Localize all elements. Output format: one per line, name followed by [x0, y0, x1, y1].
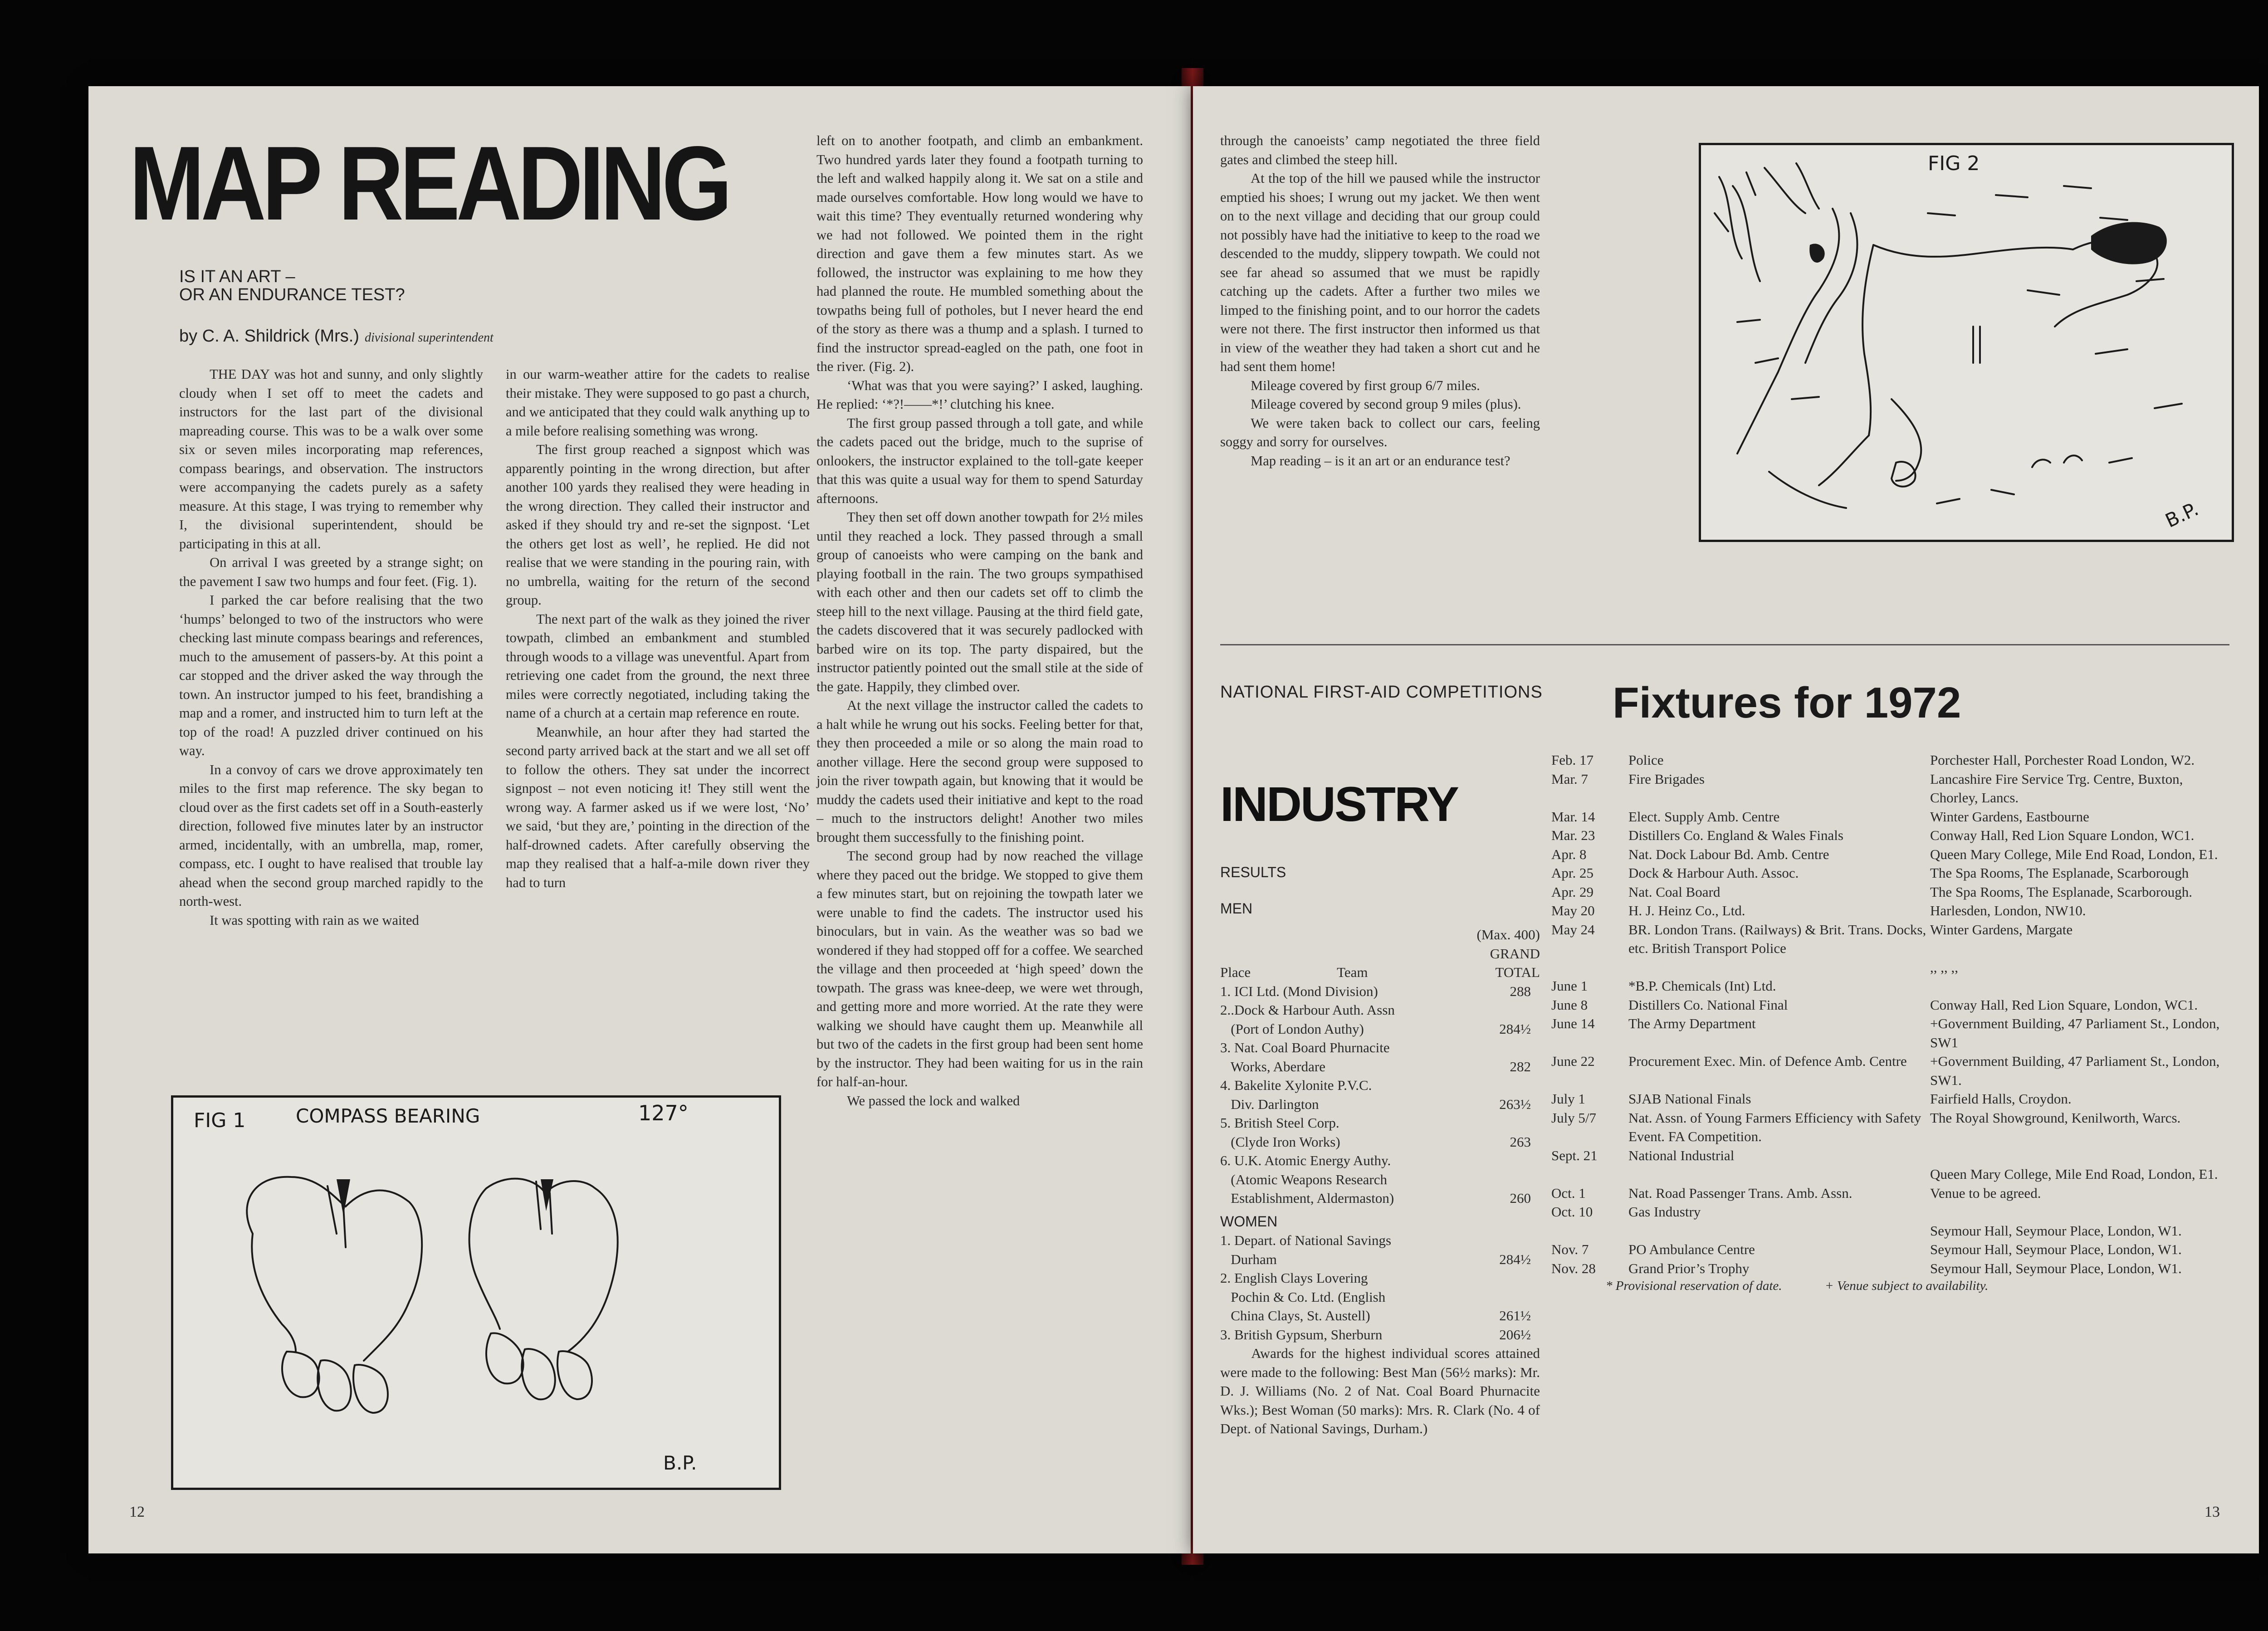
fixture-venue: Queen Mary College, Mile End Road, London, E1.: [1930, 846, 2218, 862]
women-results-list: [1220, 1231, 1540, 1344]
result-row: [1220, 1057, 1540, 1076]
result-team: 3. Nat. Coal Board Phurnacite: [1220, 1040, 1390, 1055]
result-total: 263: [1510, 1133, 1531, 1150]
result-team: China Clays, St. Austell): [1220, 1308, 1370, 1323]
fixture-date: Mar. 7: [1551, 771, 1588, 787]
fixture-venue: The Spa Rooms, The Esplanade, Scarborough: [1930, 865, 2189, 881]
fixture-venue: Venue to be agreed.: [1930, 1185, 2041, 1201]
article-paragraph: ‘What was that you were saying?’ I asked, laughing. He replied: ‘*?!——*!’ clutching his knee.: [816, 377, 1143, 412]
fixture-venue: Seymour Hall, Seymour Place, London, W1.: [1930, 1222, 2182, 1239]
article-paragraph: left on to another footpath, and climb an embankment. Two hundred yards later they found a footpath turning to the left and walked happily along it. We sat on a stile and made ourselves comfortable. How long would we have to wait this time? They eventually returned wondering why we had not followed. We pointed them in the right direction and gave them a few minutes start. As we followed, the instructor was explaining to me how they had planned the route. He mumbled something about the towpaths being full of potholes, but I never heard the end of the story as there was a thump and a splash. I turned to find the instructor spread-eagled on the path, one foot in the river. (Fig. 2).: [816, 133, 1143, 374]
result-team: (Port of London Authy): [1220, 1021, 1364, 1037]
result-team: 2..Dock & Harbour Auth. Assn: [1220, 1002, 1395, 1018]
result-total: 284½: [1499, 1021, 1531, 1037]
max-label: (Max. 400): [1476, 927, 1540, 942]
result-total: [1531, 1151, 1540, 1170]
article-paragraph: The first group passed through a toll gate, and while the cadets paced out the bridge, much to the suprise of onlookers, the instructor explained to the toll-gate keeper that this was quite a usual way for them to spend Saturday afternoons.: [816, 415, 1143, 506]
article-paragraph: It was spotting with rain as we waited: [210, 912, 419, 928]
fixture-event: H. J. Heinz Co., Ltd. BR. London Trans. (Railways) & Brit. Trans. Docks, etc. British Transport Police: [1628, 903, 1926, 956]
result-total: [1531, 1288, 1540, 1307]
result-total: [1531, 1076, 1540, 1095]
fixture-row: [1551, 770, 2229, 807]
fixture-venue: The Spa Rooms, The Esplanade, Scarborough.: [1930, 884, 2192, 900]
result-row: [1220, 1113, 1540, 1133]
fixture-date: July 1 July 5/7: [1551, 1091, 1597, 1126]
article-paragraph: I parked the car before realising that the two ‘humps’ belonged to two of the instructors who were checking last minute compass bearings and references, much to the amusement of passers-by. At this point a car stopped and the driver asked the way through the town. An instructor jumped to his feet, brandishing a map and a romer, and instructed him to turn left at the top of the road! A puzzled driver continued on his way.: [179, 592, 483, 758]
page-number-right: 13: [2204, 1504, 2220, 1520]
fixture-date: May 20 May 24: [1551, 903, 1595, 938]
result-total: 206½: [1499, 1326, 1531, 1343]
result-row: [1220, 1269, 1540, 1288]
fixture-venue: Seymour Hall, Seymour Place, London, W1.: [1930, 1241, 2182, 1257]
figure-1: [171, 1095, 781, 1490]
left-page: [88, 86, 1191, 1553]
article-paragraph: We were taken back to collect our cars, feeling soggy and sorry for ourselves.: [1220, 415, 1540, 449]
article-paragraph: The first group reached a signpost which was apparently pointing in the wrong direction, but after another 100 yards they realised they were heading in the wrong direction. They called their instructor and asked if they should try and re-set the signpost. ‘Let the others get lost as well’, he replied. He did not realise that we were standing in the pouring rain, with no umbrella, waiting for the return of the second group.: [506, 442, 810, 608]
result-total: 261½: [1499, 1308, 1531, 1323]
fixture-row: [1551, 1089, 2229, 1146]
fixture-venue: Lancashire Fire Service Trg. Centre, Buxton, Chorley, Lancs.: [1930, 771, 2183, 806]
result-row: [1220, 1325, 1540, 1344]
men-results-list: [1220, 982, 1540, 1208]
fixture-row: [1551, 845, 2229, 864]
article-paragraph: THE DAY was hot and sunny, and only slightly cloudy when I set off to meet the cadets and instructors for the last part of the divisional mapreading course. This was to be a walk over some six or seven miles incorporating map references, compass bearings, and observation. The instructors were accompanying the cadets purely as a safety measure. At this stage, I was trying to remember why I, the divisional superintendent, should be participating in this at all.: [179, 366, 483, 552]
fixture-event: PO Ambulance Centre: [1628, 1241, 1755, 1257]
fixture-date: June 1 June 8: [1551, 978, 1588, 1013]
article-paragraph: In a convoy of cars we drove approximately ten miles to the first map reference. The sky began to cloud over as the first cadets set off in a South-easterly direction, followed five minutes later by an instructor armed, incidentally, with an umbrella, map, romer, compass, etc. I ought to have realised that trouble lay ahead when the second group marched rapidly to the north-west.: [179, 762, 483, 909]
result-row: [1220, 1288, 1540, 1307]
results-header-row: [1220, 963, 1540, 982]
result-team: (Atomic Weapons Research: [1220, 1171, 1387, 1187]
result-total: 288: [1510, 983, 1531, 999]
result-team: 4. Bakelite Xylonite P.V.C.: [1220, 1077, 1372, 1093]
article-paragraph: through the canoeists’ camp negotiated the three field gates and climbed the steep hill.: [1220, 133, 1540, 167]
result-total: 260: [1510, 1190, 1531, 1206]
result-row: [1220, 1231, 1540, 1250]
fixture-event: Nat. Road Passenger Trans. Amb. Assn.: [1628, 1185, 1853, 1201]
result-team: 1. Depart. of National Savings: [1220, 1232, 1392, 1248]
fixture-row: [1551, 751, 2229, 770]
fixture-row: [1551, 1184, 2229, 1203]
fixture-event: Nat. Dock Labour Bd. Amb. Centre: [1628, 846, 1829, 862]
article-paragraph: At the top of the hill we paused while the instructor emptied his shoes; I wrung out my jacket. We then went on to the next village and deciding that our group could not possibly have had the initiative to keep to the road we descended to the muddy, slippery towpath. We could not see far ahead so assumed that we must be rapidly catching up the cadets. After a further two miles we limped to the finishing point, and to our horror the cadets were not there. The first instructor then informed us that in view of the weather they had taken a short cut and he had sent them home!: [1220, 171, 1540, 374]
men-label: MEN: [1220, 900, 1253, 917]
result-total: [1531, 1231, 1540, 1250]
fixture-row: [1551, 901, 2229, 977]
fixture-event: *B.P. Chemicals (Int) Ltd. Distillers Co. National Final: [1628, 978, 1788, 1013]
footnote-provisional: * Provisional reservation of date.: [1606, 1279, 1782, 1293]
subtitle-line-2: OR AN ENDURANCE TEST?: [179, 285, 405, 304]
article-subtitle: [179, 268, 405, 304]
result-row: [1220, 982, 1540, 1001]
result-total: 284½: [1499, 1251, 1531, 1267]
result-team: 1. ICI Ltd. (Mond Division): [1220, 983, 1378, 999]
fixture-event: Dock & Harbour Auth. Assoc.: [1628, 865, 1799, 881]
result-team: 5. British Steel Corp.: [1220, 1115, 1339, 1131]
figure-1-caption: COMPASS BEARING: [296, 1105, 480, 1127]
result-team: Durham: [1220, 1251, 1277, 1267]
fixtures-table: [1551, 751, 2229, 1278]
figure-1-drawing: [173, 1098, 779, 1488]
fixture-venue: Fairfield Halls, Croydon. The Royal Showground, Kenilworth, Warcs.: [1930, 1091, 2181, 1126]
result-row: [1220, 1306, 1540, 1325]
fixture-event: SJAB National Finals Nat. Assn. of Young Farmers Efficiency with Safety Event. FA Competition.: [1628, 1091, 1921, 1144]
fixture-venue: +Government Building, 47 Parliament St., London, SW1: [1930, 1016, 2220, 1050]
fixture-date: Nov. 7: [1551, 1241, 1589, 1257]
fixture-venue: +Government Building, 47 Parliament St., London, SW1.: [1930, 1053, 2220, 1088]
fixture-date: June 22: [1551, 1053, 1595, 1069]
result-row: [1220, 1038, 1540, 1057]
fixture-date: Nov. 28: [1551, 1260, 1596, 1276]
fixture-date: Mar. 14 Mar. 23: [1551, 808, 1595, 843]
fixture-event: Procurement Exec. Min. of Defence Amb. Centre: [1628, 1053, 1907, 1069]
right-column-1: [1220, 132, 1540, 470]
left-column-3: [816, 132, 1143, 1110]
result-row: [1220, 1250, 1540, 1269]
article-paragraph: The second group had by now reached the village where they paced out the bridge. We stopped to give them a few minutes start, but on rejoining the towpath later we were unable to find the cadets. The instructor used his binoculars, but in vain. As the weather was so bad we wondered if they had stopped off for a coffee. We searched the village and then proceeded at ‘high speed’ down the towpath. The grass was knee-deep, we were wet through, and getting more and more worried. At the rate they were walking we should have caught them up. Meanwhile all but two of the cadets in the first group had been sent home by the instructor. They had been waiting for us in the rain for half-an-hour.: [816, 848, 1143, 1089]
awards-text: Awards for the highest individual scores attained were made to the following: Best Man (56½ marks): Mr. D. J. Williams (No. 2 of Nat. Coal Board Phurnacite Wks.); Best Woman (50 marks): Mrs. R. Clark (No. 4 of Dept. of National Savings, Durham.): [1220, 1345, 1540, 1436]
result-total: 282: [1510, 1058, 1531, 1074]
byline-role: divisional superintendent: [364, 331, 494, 345]
byline: [179, 327, 494, 346]
fixture-date: Oct. 1: [1551, 1185, 1586, 1201]
figure-2-initials: B.P.: [2162, 498, 2202, 532]
article-paragraph: Meanwhile, an hour after they had started the second party arrived back at the start and we all set off to follow the others. They sat under the incorrect signpost – not even noticing it! They still went the wrong way. A farmer asked us if we were lost, ‘No’ we said, ‘but they are,’ pointing in the direction of the half-drowned cadets. After carefully observing the map they realised that a half-a-mile down river they had to turn: [506, 724, 810, 890]
result-total: [1531, 1113, 1540, 1133]
fixture-row: [1551, 1240, 2229, 1259]
left-column-1: [179, 365, 483, 930]
fixtures-table-wrap: [1551, 751, 2229, 1294]
fixture-row: [1551, 1146, 2229, 1184]
fixture-date: June 14: [1551, 1016, 1595, 1031]
grand-label: GRAND: [1490, 945, 1540, 962]
result-team: Establishment, Aldermaston): [1220, 1190, 1394, 1206]
fixture-event: National Industrial: [1628, 1147, 1735, 1163]
fixture-venue: Harlesden, London, NW10. Winter Gardens, Margate ,, ,, ,,: [1930, 903, 2086, 975]
fixture-row: [1551, 1052, 2229, 1089]
result-total: [1531, 1001, 1540, 1020]
result-team: 3. British Gypsum, Sherburn: [1220, 1326, 1383, 1343]
fixture-event: Gas Industry: [1628, 1204, 1701, 1220]
industry-heading: INDUSTRY: [1220, 776, 1458, 831]
result-total: [1531, 1269, 1540, 1288]
fixture-venue: Conway Hall, Red Lion Square, London, WC1.: [1930, 996, 2198, 1013]
figure-1-number: 127°: [638, 1101, 689, 1125]
figure-2-drawing: [1701, 145, 2232, 540]
article-paragraph: Mileage covered by first group 6/7 miles.: [1251, 377, 1480, 393]
result-team: Pochin & Co. Ltd. (English: [1220, 1289, 1386, 1305]
fixture-date: Feb. 17: [1551, 752, 1593, 768]
result-row: [1220, 1133, 1540, 1152]
fixture-event: Police: [1628, 752, 1664, 768]
fixture-row: [1551, 1259, 2229, 1278]
fixture-venue: Queen Mary College, Mile End Road, London, E1.: [1930, 1166, 2218, 1182]
result-team: (Clyde Iron Works): [1220, 1133, 1340, 1150]
fixture-row: [1551, 1014, 2229, 1052]
article-paragraph: We passed the lock and walked: [847, 1093, 1020, 1108]
article-paragraph: On arrival I was greeted by a strange sight; on the pavement I saw two humps and four feet. (Fig. 1).: [179, 555, 483, 589]
team-label: Team: [1337, 964, 1368, 980]
women-label: WOMEN: [1220, 1213, 1278, 1230]
total-label: TOTAL: [1495, 964, 1540, 980]
result-row: [1220, 1151, 1540, 1170]
fixture-event: Grand Prior’s Trophy: [1628, 1260, 1750, 1276]
result-row: [1220, 1076, 1540, 1095]
fixture-row: [1551, 1202, 2229, 1240]
figure-1-label: FIG 1: [194, 1109, 246, 1132]
result-row: [1220, 1020, 1540, 1039]
results-label: RESULTS: [1220, 864, 1286, 880]
subtitle-line-1: IS IT AN ART –: [179, 267, 295, 286]
result-row: [1220, 1189, 1540, 1208]
fixtures-footnotes: [1551, 1279, 2229, 1294]
result-team: 6. U.K. Atomic Energy Authy.: [1220, 1152, 1391, 1168]
article-paragraph: Mileage covered by second group 9 miles (plus).: [1251, 396, 1521, 412]
result-row: [1220, 1095, 1540, 1114]
figure-2-label: FIG 2: [1928, 152, 1980, 175]
article-paragraph: Map reading – is it an art or an endurance test?: [1251, 453, 1510, 469]
byline-name: by C. A. Shildrick (Mrs.): [179, 327, 359, 346]
fixture-date: Oct. 10: [1551, 1204, 1593, 1220]
competitions-heading: NATIONAL FIRST-AID COMPETITIONS: [1220, 683, 1543, 702]
fixture-venue: Winter Gardens, Eastbourne Conway Hall, Red Lion Square London, WC1.: [1930, 808, 2195, 843]
footnote-venue: + Venue subject to availability.: [1825, 1279, 1989, 1293]
article-paragraph: The next part of the walk as they joined the river towpath, climbed an embankment and stumbled through woods to a village was uneventful. Apart from retrieving one cadet from the ground, the next three miles were correctly negotiated, including taking the name of a church at a certain map reference en route.: [506, 611, 810, 721]
result-row: [1220, 1170, 1540, 1189]
fixture-date: Sept. 21: [1551, 1147, 1598, 1163]
fixture-event: Nat. Coal Board: [1628, 884, 1721, 900]
fixture-date: Apr. 25: [1551, 865, 1593, 881]
article-paragraph: in our warm-weather attire for the cadets to realise their mistake. They were supposed to go past a church, and we anticipated that they could walk anything up to a mile before realising something was wrong.: [506, 366, 810, 439]
fixture-date: Apr. 8: [1551, 846, 1587, 862]
fixture-event: The Army Department: [1628, 1016, 1756, 1031]
fixtures-title: Fixtures for 1972: [1613, 679, 1961, 727]
result-row: [1220, 1001, 1540, 1020]
fixture-date: Apr. 29: [1551, 884, 1593, 900]
fixture-row: [1551, 883, 2229, 902]
article-paragraph: At the next village the instructor called the cadets to a halt while he wrung out his socks. Feeling better for that, they then proceeded a mile or so along the main road to another village. Here the second group were supposed to join the river towpath again, but knowing that it would be muddy the cadets used their initiative and kept to the road – much to the instructors delight! Another two miles brought them successfully to the finishing point.: [816, 698, 1143, 845]
result-team: Div. Darlington: [1220, 1096, 1319, 1112]
fixture-row: [1551, 864, 2229, 883]
figure-1-initials: B.P.: [663, 1452, 697, 1474]
figure-2: [1699, 143, 2234, 542]
result-total: [1531, 1038, 1540, 1057]
result-team: Works, Aberdare: [1220, 1058, 1325, 1074]
article-paragraph: They then set off down another towpath for 2½ miles until they reached a lock. They passed through a small group of canoeists who were camping on the bank and playing football in the rain. The two groups sympathised with each other and then our cadets set off to climb the steep hill to the next village. Pausing at the third field gate, the cadets discovered that it was securely padlocked with barbed wire on its top. The party dispaired, but the instructor patiently pointed out the small stile at the side of the gate. Happily, they climbed over.: [816, 509, 1143, 694]
article-title: MAP READING: [129, 125, 728, 242]
result-team: 2. English Clays Lovering: [1220, 1270, 1368, 1286]
page-number-left: 12: [129, 1504, 145, 1520]
fixture-row: [1551, 807, 2229, 845]
fixture-event: Fire Brigades: [1628, 771, 1705, 787]
result-total: 263½: [1499, 1096, 1531, 1112]
fixture-venue: Porchester Hall, Porchester Road London, W2.: [1930, 752, 2195, 768]
place-label: Place: [1220, 964, 1251, 980]
result-total: [1531, 1170, 1540, 1189]
left-column-2: [506, 365, 810, 892]
right-page: [1193, 86, 2259, 1553]
men-results: [1220, 925, 1540, 1438]
fixture-row: [1551, 977, 2229, 1014]
fixture-event: Elect. Supply Amb. Centre Distillers Co. England & Wales Finals: [1628, 808, 1843, 843]
section-divider: [1220, 644, 2229, 645]
fixture-venue: Seymour Hall, Seymour Place, London, W1.: [1930, 1260, 2182, 1276]
